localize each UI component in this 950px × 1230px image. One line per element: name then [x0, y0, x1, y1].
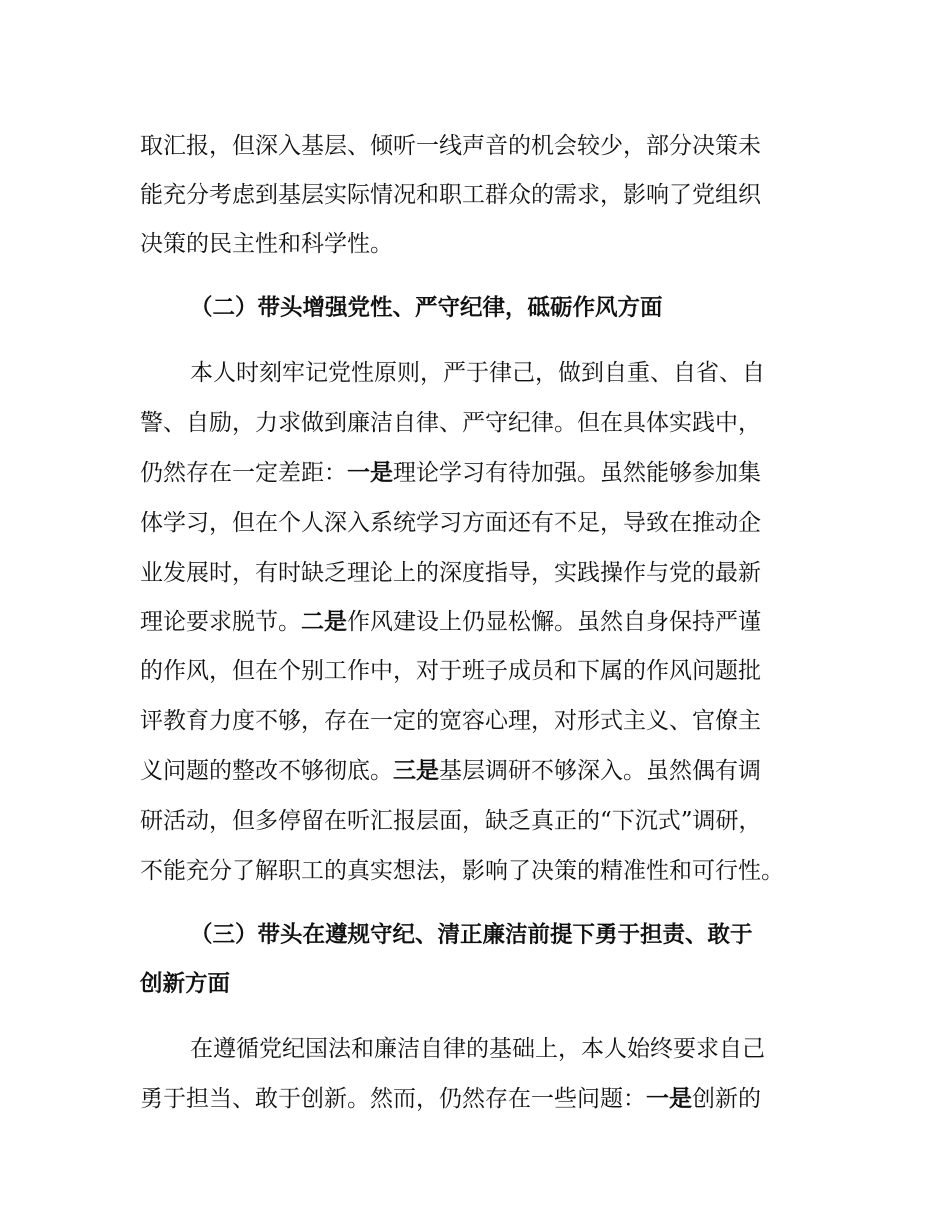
- text-run: 理论要求脱节。: [140, 609, 301, 635]
- paragraph-2-line-5: 业发展时，有时缺乏理论上的深度指导，实践操作与党的最新: [140, 560, 761, 586]
- paragraph-2-line-3: [140, 458, 761, 488]
- paragraph-3-line-2: [140, 1084, 761, 1114]
- paragraph-2-line-6: [140, 607, 761, 637]
- emphasis-second: 二是: [301, 609, 347, 635]
- paragraph-1-line-3: 决策的民主性和科学性。: [140, 231, 393, 257]
- paragraph-1-line-1: 取汇报，但深入基层、倾听一线声音的机会较少，部分决策未: [140, 133, 761, 159]
- paragraph-2-line-8: 评教育力度不够，存在一定的宽容心理，对形式主义、官僚主: [140, 708, 761, 734]
- text-run: 创新的: [692, 1086, 761, 1112]
- text-run: 仍然存在一定差距：: [140, 460, 347, 486]
- text-run: 基层调研不够深入。虽然偶有调: [439, 758, 761, 784]
- emphasis-third: 三是: [393, 758, 439, 784]
- paragraph-2-line-11: 不能充分了解职工的真实想法，影响了决策的精准性和可行性。: [140, 858, 784, 884]
- text-run: 勇于担当、敢于创新。然而，仍然存在一些问题：: [140, 1086, 646, 1112]
- paragraph-2-line-4: 体学习，但在个人深入系统学习方面还有不足，导致在推动企: [140, 510, 761, 536]
- paragraph-3-line-1: 在遵循党纪国法和廉洁自律的基础上，本人始终要求自己: [190, 1036, 765, 1062]
- paragraph-2-line-10: 研活动，但多停留在听汇报层面，缺乏真正的“下沉式”调研，: [140, 808, 762, 834]
- paragraph-1-line-2: 能充分考虑到基层实际情况和职工群众的需求，影响了党组织: [140, 182, 761, 208]
- text-run: 义问题的整改不够彻底。: [140, 758, 393, 784]
- paragraph-2-line-9: [140, 756, 761, 786]
- paragraph-2-line-2: 警、自励，力求做到廉洁自律、严守纪律。但在具体实践中，: [140, 410, 761, 436]
- paragraph-2-line-7: 的作风，但在个别工作中，对于班子成员和下属的作风问题批: [140, 658, 761, 684]
- emphasis-first: 一是: [347, 460, 393, 486]
- section-heading-2: （二）带头增强党性、严守纪律，砥砺作风方面: [190, 295, 663, 321]
- paragraph-2-line-1: 本人时刻牢记党性原则，严于律己，做到自重、自省、自: [190, 360, 765, 386]
- section-heading-3-line-1: （三）带头在遵规守纪、清正廉洁前提下勇于担责、敢于: [190, 922, 753, 948]
- section-heading-3-line-2: 创新方面: [140, 971, 231, 997]
- text-run: 作风建设上仍显松懈。虽然自身保持严谨: [347, 609, 761, 635]
- text-run: 理论学习有待加强。虽然能够参加集: [393, 460, 761, 486]
- emphasis-first: 一是: [646, 1086, 692, 1112]
